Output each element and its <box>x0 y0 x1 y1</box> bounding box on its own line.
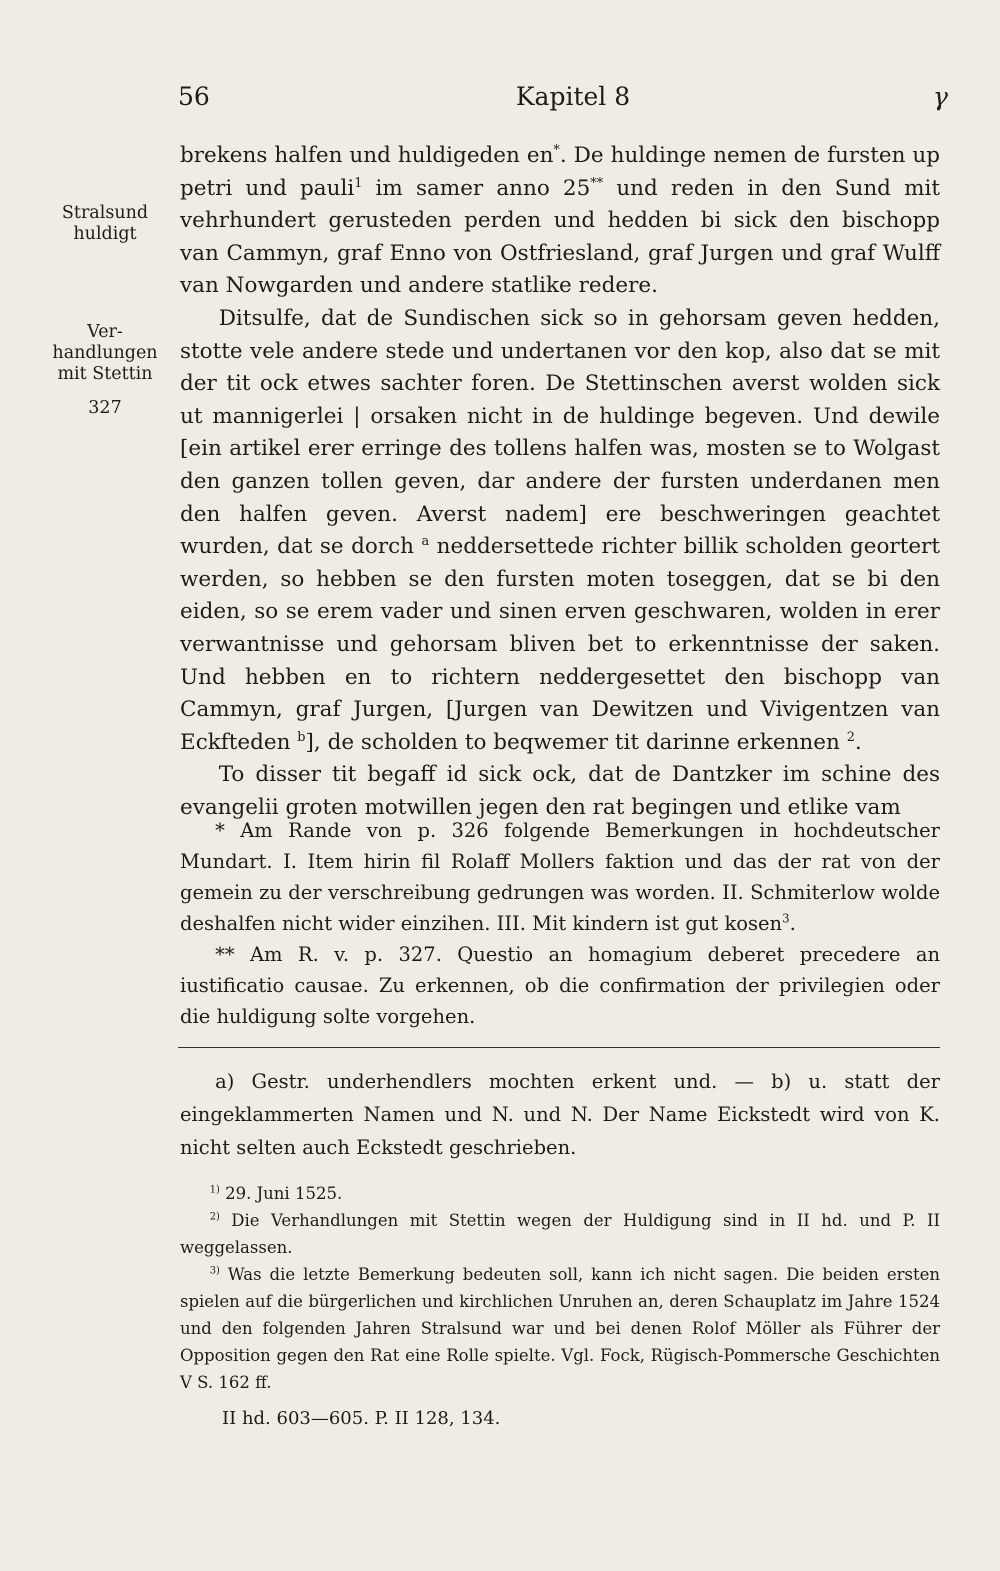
marginal-remarks-footnotes <box>180 815 940 1032</box>
running-header <box>178 82 948 118</box>
note-text: Was die letzte Bemerkung bedeuten soll, kann ich nicht sagen. Die beiden ersten spielen auf die bürgerlichen und kirchlichen Unruhen an, deren Schauplatz im Jahre 1524 und den folgenden Jahren Stralsund war und bei denen Rolof Möller als Führer der Opposition gegen den Rat eine Rolle spielte. Vgl. Fock, Rügisch-Pommersche Geschichten V S. 162 ff. <box>180 1265 940 1392</box>
text-span: To disser tit begaff id sick ock, dat de Dantzker im schine des evangelii groten motwillen jegen den rat begingen und etlike vam <box>180 762 940 820</box>
footnote-star-1 <box>180 815 940 939</box>
chapter-title: Kapitel 8 <box>515 82 631 111</box>
note-number: 1) <box>209 1184 220 1196</box>
footnote-marker: 2 <box>846 729 855 745</box>
text-span: brekens halfen und huldigeden en <box>180 143 554 168</box>
footnote-marker: 1 <box>354 175 363 191</box>
note-text: Die Verhandlungen mit Stettin wegen der Huldigung sind in II hd. und P. II weggelassen. <box>180 1211 940 1257</box>
text-span: . <box>854 729 862 755</box>
text-span: Ditsulfe, dat de Sundischen sick so in gehorsam geven hedden, stotte vele andere stede und undertanen vor den kop, also dat se mit der tit ock etwes sachter foren. De Stettinschen averst wolden sick ut mannigerlei | orsaken nicht in de huldinge begeven. Und dewile [ein artikel erer erringe des tollens halfen was, mosten se to Wolgast den ganzen tollen geven, dar andere der fursten underdanen men den halfen geven. Averst nadem] ere beschweringen geachtet wurden, dat se dorch <box>180 305 940 560</box>
footnote-marker: 3 <box>782 911 790 926</box>
note-number: 2) <box>209 1211 220 1223</box>
note-text: 29. Juni 1525. <box>225 1184 343 1203</box>
text-span: . <box>789 912 796 935</box>
numbered-notes <box>180 1180 940 1396</box>
paragraph-2 <box>180 303 940 759</box>
note-1 <box>180 1180 940 1207</box>
text-span: und reden in den Sund mit vehrhundert gerusteden perden und hedden bi sick den bischopp van Cammyn, graf Enno von Ostfriesland, graf Jurgen und graf Wulff van Nowgarden und andere statlike redere. <box>180 175 940 299</box>
note-number: 3) <box>209 1265 220 1277</box>
page-number: 56 <box>178 82 210 111</box>
text-span: * Am Rande von p. 326 folgende Bemerkungen in hochdeutscher Mundart. I. Item hirin fil Rolaff Mollers faktion und das der rat von der gemein zu der verschreibung gedrungen was worden. II. Schmiterlow wolde deshalfen nicht wider einzihen. III. Mit kindern ist gut kosen <box>180 819 940 935</box>
margin-note-stralsund: Stralsund huldigt <box>61 203 149 244</box>
footnote-divider <box>178 1047 940 1048</box>
apparatus-marker: a <box>421 533 430 549</box>
signature-mark: γ <box>933 82 948 111</box>
text-span: ], de scholden to beqwemer tit darinne erkennen <box>305 729 840 755</box>
main-text <box>180 140 940 824</box>
note-2 <box>180 1207 940 1261</box>
paragraph-1 <box>180 140 940 303</box>
footnote-marker: * <box>553 142 560 158</box>
apparatus-text: a) Gestr. underhendlers mochten erkent und. — b) u. statt der eingeklammerten Namen und N. und N. Der Name Eickstedt wird von K. nicht selten auch Eckstedt geschrieben. <box>180 1070 940 1159</box>
text-span: neddersettede richter billik scholden geortert werden, so hebben se den fursten moten toseggen, dat se bi den eiden, so se erem vader und sinen erven geschwaren, wolden in erer verwantnisse und gehorsam bliven bet to erkenntnisse der saken. Und hebben en to richtern neddergesettet den bischopp van Cammyn, graf Jurgen, [Jurgen van Dewitzen und Vivigentzen van Eckfteden <box>180 534 940 755</box>
margin-note-verhandlungen: Ver-handlungen mit Stettin <box>52 322 158 384</box>
note-3 <box>180 1261 940 1396</box>
source-reference: II hd. 603—605. P. II 128, 134. <box>222 1408 501 1429</box>
apparatus-marker: b <box>297 729 306 745</box>
footnote-star-2: ** Am R. v. p. 327. Questio an homagium deberet precedere an iustificatio causae. Zu erkennen, ob die confirmation der privilegien oder die huldigung solte vorgehen. <box>180 943 940 1028</box>
margin-page-ref: 327 <box>88 398 122 418</box>
text-span: . De huldinge nemen de fursten up petri und pauli <box>180 143 941 201</box>
critical-apparatus <box>180 1065 940 1164</box>
footnote-marker: ** <box>590 175 604 191</box>
text-span: im samer anno 25 <box>362 175 591 201</box>
